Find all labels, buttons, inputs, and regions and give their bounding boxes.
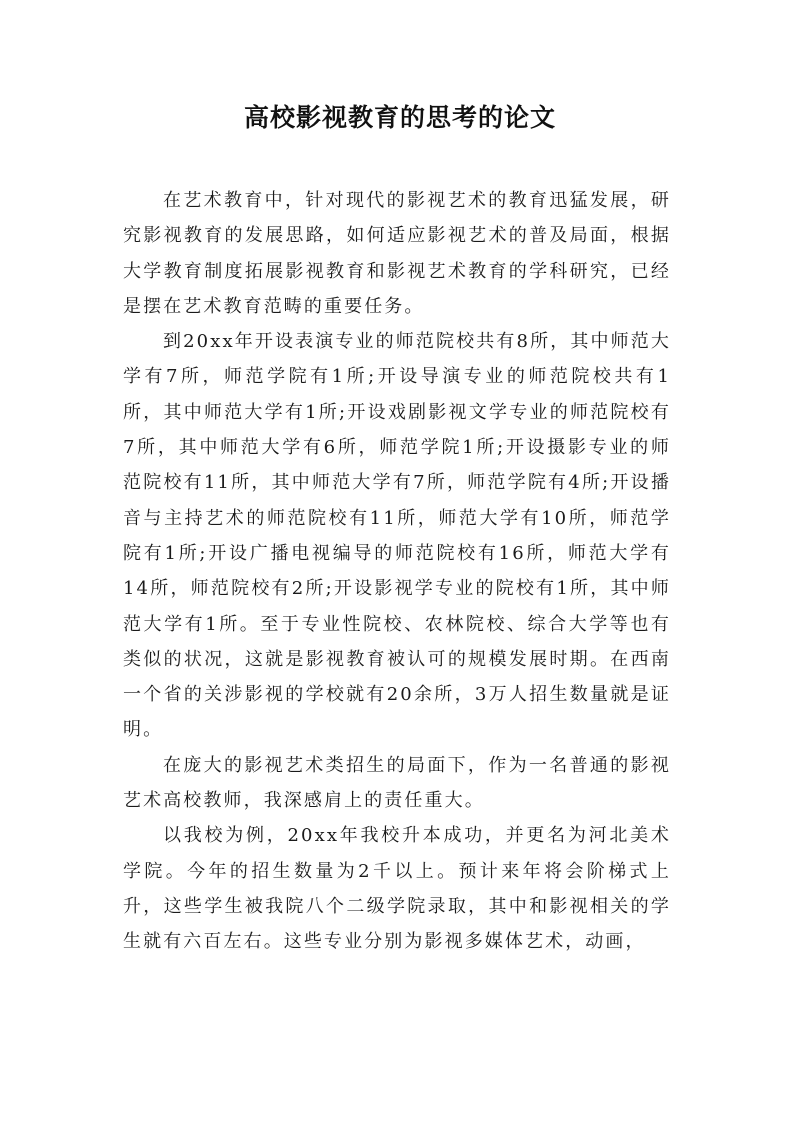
paragraph-3: 在庞大的影视艺术类招生的局面下，作为一名普通的影视艺术高校教师，我深感肩上的责任重大。 [123,754,671,812]
paragraph-4: 以我校为例，20xx年我校升本成功，并更名为河北美术学院。今年的招生数量为2千以上。预计来年将会阶梯式上升，这些学生被我院八个二级学院录取，其中和影视相关的学生就有六百左右。这些专业分别为影视多媒体艺术，动画， [123,825,671,953]
paragraph-2: 到20xx年开设表演专业的师范院校共有8所，其中师范大学有7所，师范学院有1所;开设导演专业的师范院校共有1所，其中师范大学有1所;开设戏剧影视文学专业的师范院校有7所，其中师范大学有6所，师范学院1所;开设摄影专业的师范院校有11所，其中师范大学有7所，师范学院有4所;开设播音与主持艺术的师范院校有11所，师范大学有10所，师范学院有1所;开设广播电视编导的师范院校有16所，师范大学有14所，师范院校有2所;开设影视学专业的院校有1所，其中师范大学有1所。至于专业性院校、农林院校、综合大学等也有类似的状况，这就是影视教育被认可的规模发展时期。在西南一个省的关涉影视的学校就有20余所，3万人招生数量就是证明。 [123,331,671,741]
paragraph-1: 在艺术教育中，针对现代的影视艺术的教育迅猛发展，研究影视教育的发展思路，如何适应影视艺术的普及局面，根据大学教育制度拓展影视教育和影视艺术教育的学科研究，已经是摆在艺术教育范畴的重要任务。 [123,190,671,317]
document-title: 高校影视教育的思考的论文 [243,103,556,132]
document-body [123,183,671,960]
